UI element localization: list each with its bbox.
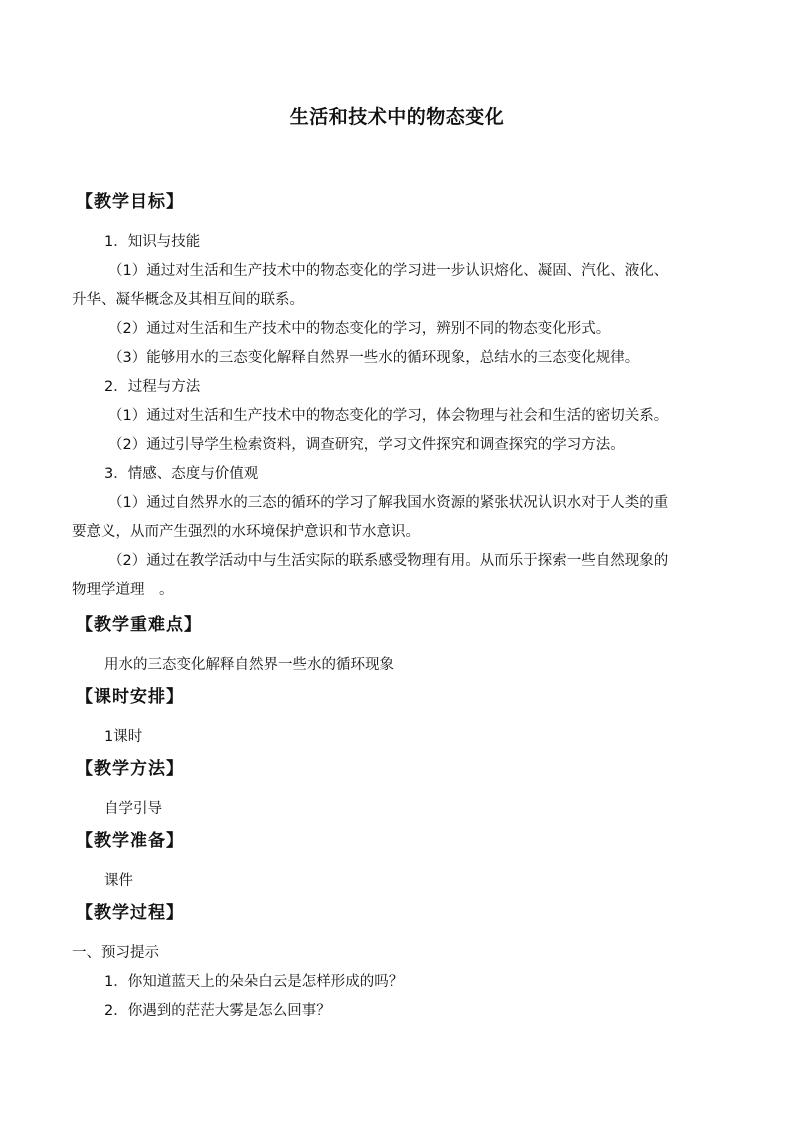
goal-process-paragraph-1: （1）通过对生活和生产技术中的物态变化的学习，体会物理与社会和生活的密切关系。 [108,408,669,424]
goal-attitude-paragraph-2-line-2: 物理学道理 。 [72,582,174,598]
goal-process-paragraph-2: （2）通过引导学生检索资料，调查研究，学习文件探究和调查探究的学习方法。 [108,437,625,453]
goal-knowledge-paragraph-1-line-1: （1）通过对生活和生产技术中的物态变化的学习进一步认识熔化、凝固、汽化、液化、 [108,263,669,279]
section-heading-preparation: 【教学准备】 [76,831,184,851]
schedule-text: 1课时 [104,729,143,745]
section-heading-goals: 【教学目标】 [76,192,184,212]
goal-item-attitude-label: 3．情感、态度与价值观 [104,466,259,482]
goal-item-process-label: 2．过程与方法 [104,379,201,395]
goal-attitude-paragraph-1-line-1: （1）通过自然界水的三态的循环的学习了解我国水资源的紧张状况认识水对于人类的重 [108,495,669,511]
key-points-text: 用水的三态变化解释自然界一些水的循环现象 [104,657,394,673]
goal-attitude-paragraph-1-line-2: 要意义，从而产生强烈的水环境保护意识和节水意识。 [72,524,420,540]
process-question-1: 1．你知道蓝天上的朵朵白云是怎样形成的吗？ [104,974,404,990]
process-part-1-label: 一、预习提示 [72,945,159,961]
goal-knowledge-paragraph-1-line-2: 升华、凝华概念及其相互间的联系。 [72,292,304,308]
goal-knowledge-paragraph-3: （3）能够用水的三态变化解释自然界一些水的循环现象，总结水的三态变化规律。 [108,350,640,366]
goal-knowledge-paragraph-2: （2）通过对生活和生产技术中的物态变化的学习，辨别不同的物态变化形式。 [108,321,611,337]
goal-attitude-paragraph-2-line-1: （2）通过在教学活动中与生活实际的联系感受物理有用。从而乐于探索一些自然现象的 [108,553,669,569]
process-question-2: 2．你遇到的茫茫大雾是怎么回事？ [104,1003,331,1019]
preparation-text: 课件 [104,873,133,889]
document-title: 生活和技术中的物态变化 [289,106,505,128]
goal-item-knowledge-label: 1．知识与技能 [104,234,201,250]
method-text: 自学引导 [104,801,162,817]
section-heading-process: 【教学过程】 [76,903,184,923]
section-heading-schedule: 【课时安排】 [76,687,184,707]
section-heading-method: 【教学方法】 [76,759,184,779]
section-heading-key-points: 【教学重难点】 [76,615,202,635]
